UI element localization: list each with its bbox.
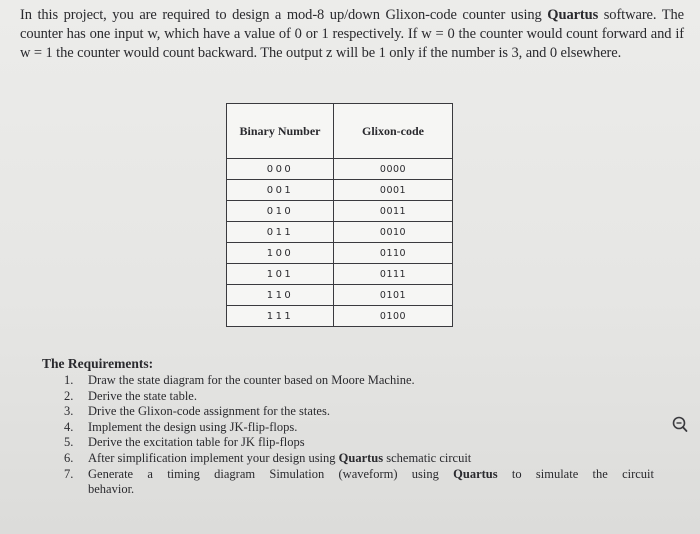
table-row <box>227 243 453 264</box>
item-number: 2. <box>64 388 74 403</box>
item-text-part: Generate a timing diagram Simulation (waveform) using <box>88 466 454 481</box>
glixon-cell: 0110 <box>334 243 453 264</box>
item-text: Draw the state diagram for the counter based on Moore Machine. <box>88 373 415 387</box>
table-row <box>227 285 453 306</box>
item-text <box>88 467 654 498</box>
item-text: Drive the Glixon-code assignment for the states. <box>88 404 330 419</box>
intro-quartus: Quartus <box>547 7 599 23</box>
table-row <box>227 201 453 222</box>
list-item <box>64 451 654 467</box>
list-item <box>64 435 654 451</box>
list-item <box>64 373 654 389</box>
item-quartus: Quartus <box>453 466 498 481</box>
item-number: 4. <box>64 419 74 434</box>
item-number: 1. <box>64 373 74 387</box>
binary-cell: 110 <box>227 285 334 306</box>
table-row <box>227 264 453 285</box>
table-row <box>227 159 453 180</box>
table-row <box>227 180 453 201</box>
binary-cell: 001 <box>227 180 334 201</box>
item-number: 7. <box>64 466 74 481</box>
intro-text-2: software. The counter has one input w, which have a value of 0 or 1 respectively. If w = 0 the counter would count forward and if w = 1 the counter would count backward. The output z will be 1 only if the number is 3, and 0 elsewhere. <box>20 7 684 61</box>
item-text: Derive the state table. <box>88 388 197 403</box>
list-item <box>64 389 654 405</box>
glixon-cell: 0111 <box>334 264 453 285</box>
table-row <box>227 306 453 327</box>
item-text: Implement the design using JK-flip-flops. <box>88 419 298 434</box>
glixon-cell: 0000 <box>334 159 453 180</box>
binary-cell: 000 <box>227 159 334 180</box>
binary-cell: 011 <box>227 222 334 243</box>
item-number: 3. <box>64 404 74 419</box>
header-glixon-code: Glixon-code <box>334 104 453 159</box>
binary-cell: 010 <box>227 201 334 222</box>
intro-text-1: In this project, you are required to design a mod-8 up/down Glixon-code counter using <box>20 7 548 23</box>
requirements-list <box>64 373 654 498</box>
table-header-row <box>227 104 453 159</box>
header-binary-number: Binary Number <box>227 104 334 159</box>
item-text: Derive the excitation table for JK flip-flops <box>88 435 305 450</box>
item-text <box>88 451 654 467</box>
item-line-1 <box>88 467 654 483</box>
list-item <box>64 404 654 420</box>
glixon-code-table <box>226 103 453 327</box>
item-text-part: to simulate the circuit <box>497 466 654 481</box>
glixon-cell: 0001 <box>334 180 453 201</box>
binary-cell: 101 <box>227 264 334 285</box>
item-text-part: schematic circuit <box>383 450 472 465</box>
item-quartus: Quartus <box>338 450 384 465</box>
glixon-cell: 0010 <box>334 222 453 243</box>
zoom-in-icon[interactable] <box>670 415 690 435</box>
binary-cell: 111 <box>227 306 334 327</box>
binary-cell: 100 <box>227 243 334 264</box>
requirements-title: The Requirements: <box>42 356 154 371</box>
glixon-cell: 0011 <box>334 201 453 222</box>
item-line-2: behavior. <box>88 482 135 497</box>
item-number: 6. <box>64 450 74 465</box>
table-row <box>227 222 453 243</box>
intro-paragraph <box>20 6 684 63</box>
list-item <box>64 467 654 498</box>
item-number: 5. <box>64 435 74 450</box>
item-text-part: After simplification implement your design using <box>88 450 339 465</box>
glixon-cell: 0101 <box>334 285 453 306</box>
list-item <box>64 420 654 436</box>
glixon-cell: 0100 <box>334 306 453 327</box>
